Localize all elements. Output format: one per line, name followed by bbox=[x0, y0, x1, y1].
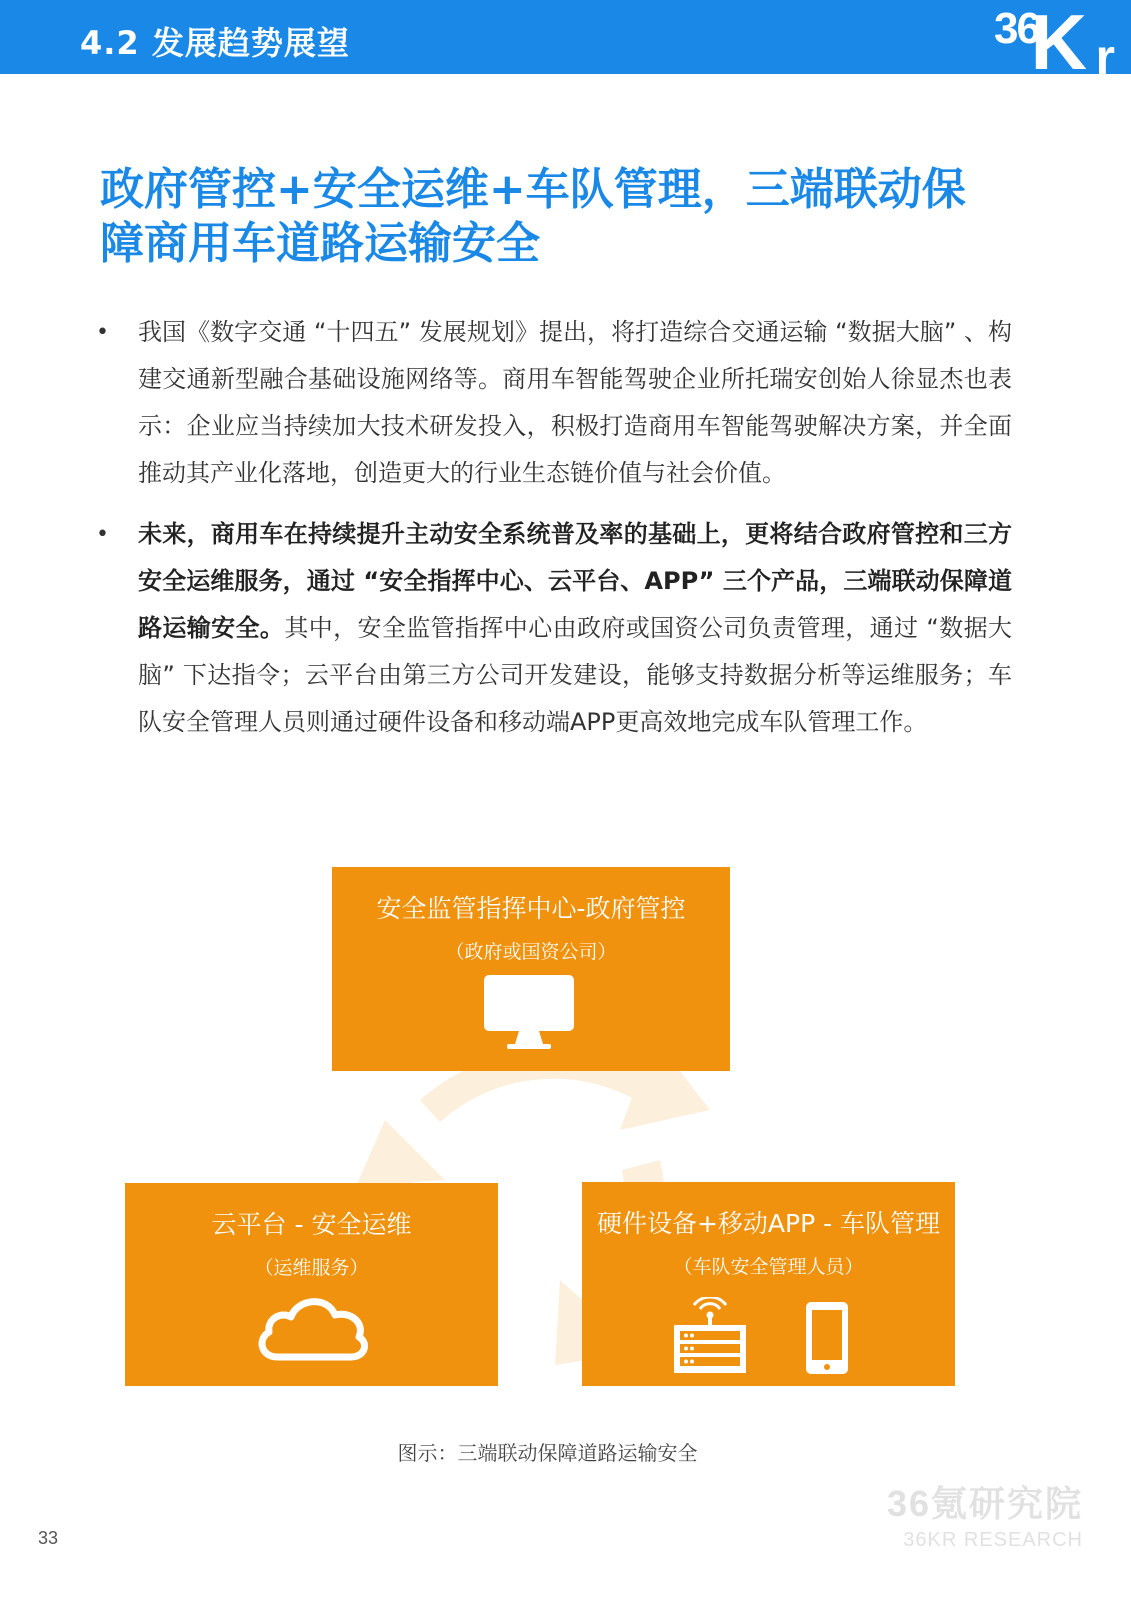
logo-k: K bbox=[1030, 0, 1087, 86]
watermark-cn: 36氪研究院 bbox=[886, 1483, 1083, 1524]
bullet-text-2: 其中，安全监管指挥中心由政府或国资公司负责管理，通过 “数据大脑” 下达指令；云平台由第三方公司开发建设，能够支持数据分析等运维服务；车队安全管理人员则通过硬件设备和移动端APP更高效地完成车队管理工作。 bbox=[138, 614, 1013, 736]
cloud-platform-box bbox=[125, 1183, 498, 1386]
bullet-text-1: 我国《数字交通 “十四五” 发展规划》提出，将打造综合交通运输 “数据大脑” 、构建交通新型融合基础设施网络等。商用车智能驾驶企业所托瑞安创始人徐显杰也表示：企业应当持续加大技术研发投入，积极打造商用车智能驾驶解决方案，并全面推动其产业化落地，创造更大的行业生态链价值与社会价值。 bbox=[138, 318, 1012, 487]
bullet-item-1 bbox=[96, 309, 1012, 497]
bullet-text-2-bold: 未来，商用车在持续提升主动安全系统普及率的基础上，更将结合政府管控和三方安全运维服务，通过 “安全指挥中心、云平台、APP” 三个产品，三端联动保障道路运输安全。 bbox=[138, 520, 1012, 642]
command-center-subtitle: （政府或国资公司） bbox=[445, 941, 617, 963]
headline-line-2: 障商用车道路运输安全 bbox=[100, 218, 540, 269]
logo-number: 36 bbox=[994, 4, 1039, 53]
cloud-platform-subtitle: （运维服务） bbox=[254, 1257, 369, 1279]
fleet-management-title: 硬件设备+移动APP - 车队管理 bbox=[596, 1209, 941, 1238]
section-title: 4.2 发展趋势展望 bbox=[80, 24, 350, 62]
page-headline bbox=[100, 163, 1060, 271]
phone-icon bbox=[804, 1300, 850, 1376]
fleet-management-box bbox=[582, 1182, 955, 1386]
watermark-en: 36KR RESEARCH bbox=[903, 1529, 1083, 1551]
command-center-title: 安全监管指挥中心-政府管控 bbox=[376, 894, 686, 923]
router-icon bbox=[670, 1297, 750, 1377]
bullet-marker: • bbox=[96, 320, 109, 345]
headline-line-1: 政府管控+安全运维+车队管理，三端联动保 bbox=[100, 164, 966, 215]
page-number: 33 bbox=[38, 1528, 59, 1548]
bullet-marker: • bbox=[96, 522, 109, 547]
cloud-platform-title: 云平台 - 安全运维 bbox=[211, 1210, 412, 1239]
fleet-management-subtitle: （车队安全管理人员） bbox=[673, 1256, 864, 1278]
cloud-icon bbox=[253, 1287, 373, 1363]
figure-caption: 图示：三端联动保障道路运输安全 bbox=[397, 1441, 698, 1465]
monitor-icon bbox=[481, 972, 577, 1052]
header-bar bbox=[0, 0, 1131, 86]
three-end-diagram bbox=[0, 860, 1131, 1400]
bullet-item-2 bbox=[96, 511, 1012, 746]
bullet-list bbox=[96, 309, 1012, 760]
watermark bbox=[887, 1476, 1083, 1552]
command-center-box bbox=[332, 867, 730, 1071]
logo-r: r bbox=[1095, 29, 1115, 85]
